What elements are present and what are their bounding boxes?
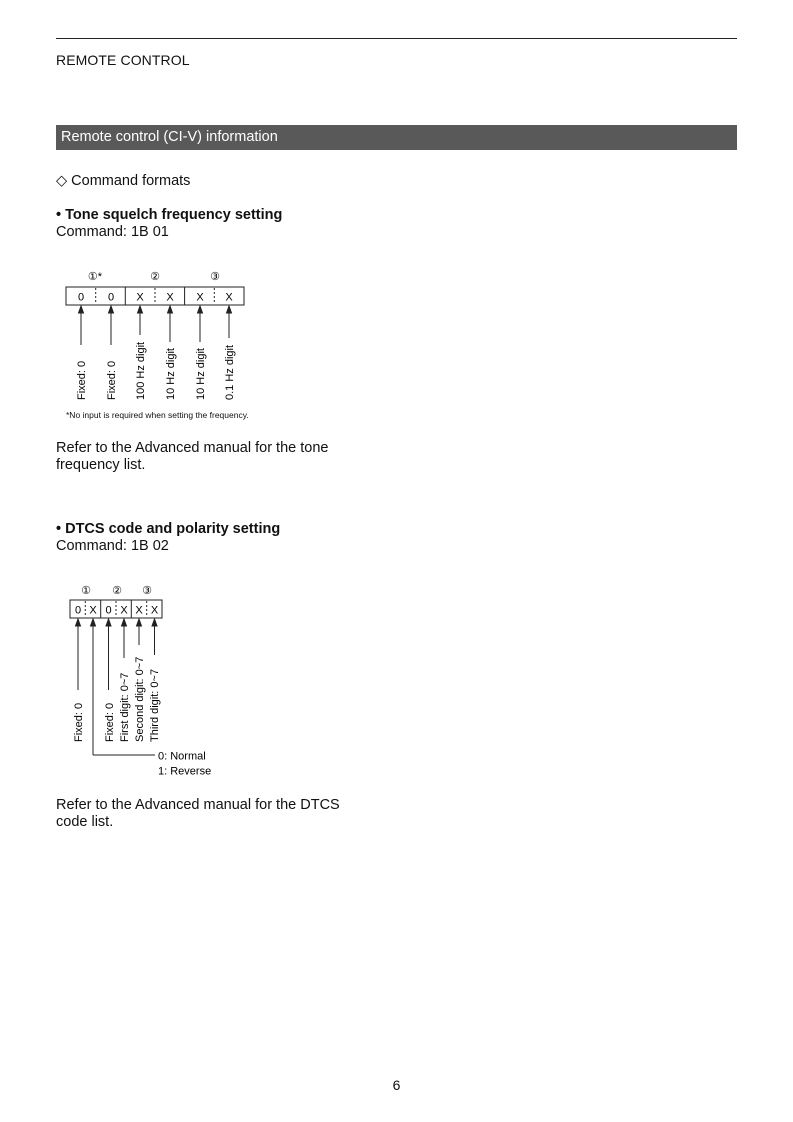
dtcs-command: Command: 1B 02 xyxy=(56,538,169,554)
tone-cell: X xyxy=(136,291,144,304)
tone-label: 10 Hz digit xyxy=(165,348,177,400)
dtcs-cell: X xyxy=(135,604,143,617)
dtcs-marker-2: ② xyxy=(112,585,122,597)
page-number: 6 xyxy=(392,1077,401,1093)
subsection-heading: ◇ Command formats xyxy=(56,173,191,189)
dtcs-note-line2: code list. xyxy=(56,814,114,830)
tone-cell: X xyxy=(225,291,233,304)
dtcs-cell: 0 xyxy=(74,604,82,617)
tone-title: • Tone squelch frequency setting xyxy=(56,207,283,223)
tone-note-line2: frequency list. xyxy=(56,457,146,473)
tone-cell: 0 xyxy=(77,291,85,304)
dtcs-label: Third digit: 0~7 xyxy=(149,668,161,742)
page-header: REMOTE CONTROL xyxy=(56,52,190,68)
section-title: Remote control (CI-V) information xyxy=(56,125,737,150)
tone-label: 100 Hz digit xyxy=(135,341,147,400)
dtcs-label: Second digit: 0~7 xyxy=(134,656,146,742)
dtcs-label: First digit: 0~7 xyxy=(119,672,131,742)
tone-cell: X xyxy=(196,291,204,304)
tone-note-line1: Refer to the Advanced manual for the tone xyxy=(56,440,329,456)
tone-label: 10 Hz digit xyxy=(195,348,207,400)
dtcs-marker-1: ① xyxy=(81,585,91,597)
tone-marker-2: ② xyxy=(150,271,160,283)
dtcs-label: Fixed: 0 xyxy=(73,702,85,742)
tone-label: Fixed: 0 xyxy=(106,360,118,400)
tone-command: Command: 1B 01 xyxy=(56,224,169,240)
dtcs-marker-3: ③ xyxy=(142,585,152,597)
tone-label: 0.1 Hz digit xyxy=(224,344,236,400)
dtcs-note-line1: Refer to the Advanced manual for the DTCS xyxy=(56,797,340,813)
tone-cell: 0 xyxy=(107,291,115,304)
dtcs-polarity-reverse: 1: Reverse xyxy=(158,765,212,778)
dtcs-cell: X xyxy=(89,604,97,617)
dtcs-cell: X xyxy=(120,604,128,617)
dtcs-cell: 0 xyxy=(105,604,112,617)
tone-marker-3: ③ xyxy=(210,271,220,283)
tone-marker-1: ①* xyxy=(87,271,103,283)
tone-footnote: *No input is required when setting the frequency. xyxy=(66,410,249,420)
tone-cell: X xyxy=(166,291,174,304)
dtcs-cell: X xyxy=(150,604,159,617)
dtcs-title: • DTCS code and polarity setting xyxy=(56,521,281,537)
tone-label: Fixed: 0 xyxy=(76,360,88,400)
dtcs-label: Fixed: 0 xyxy=(104,702,116,742)
dtcs-polarity-normal: 0: Normal xyxy=(158,750,206,763)
